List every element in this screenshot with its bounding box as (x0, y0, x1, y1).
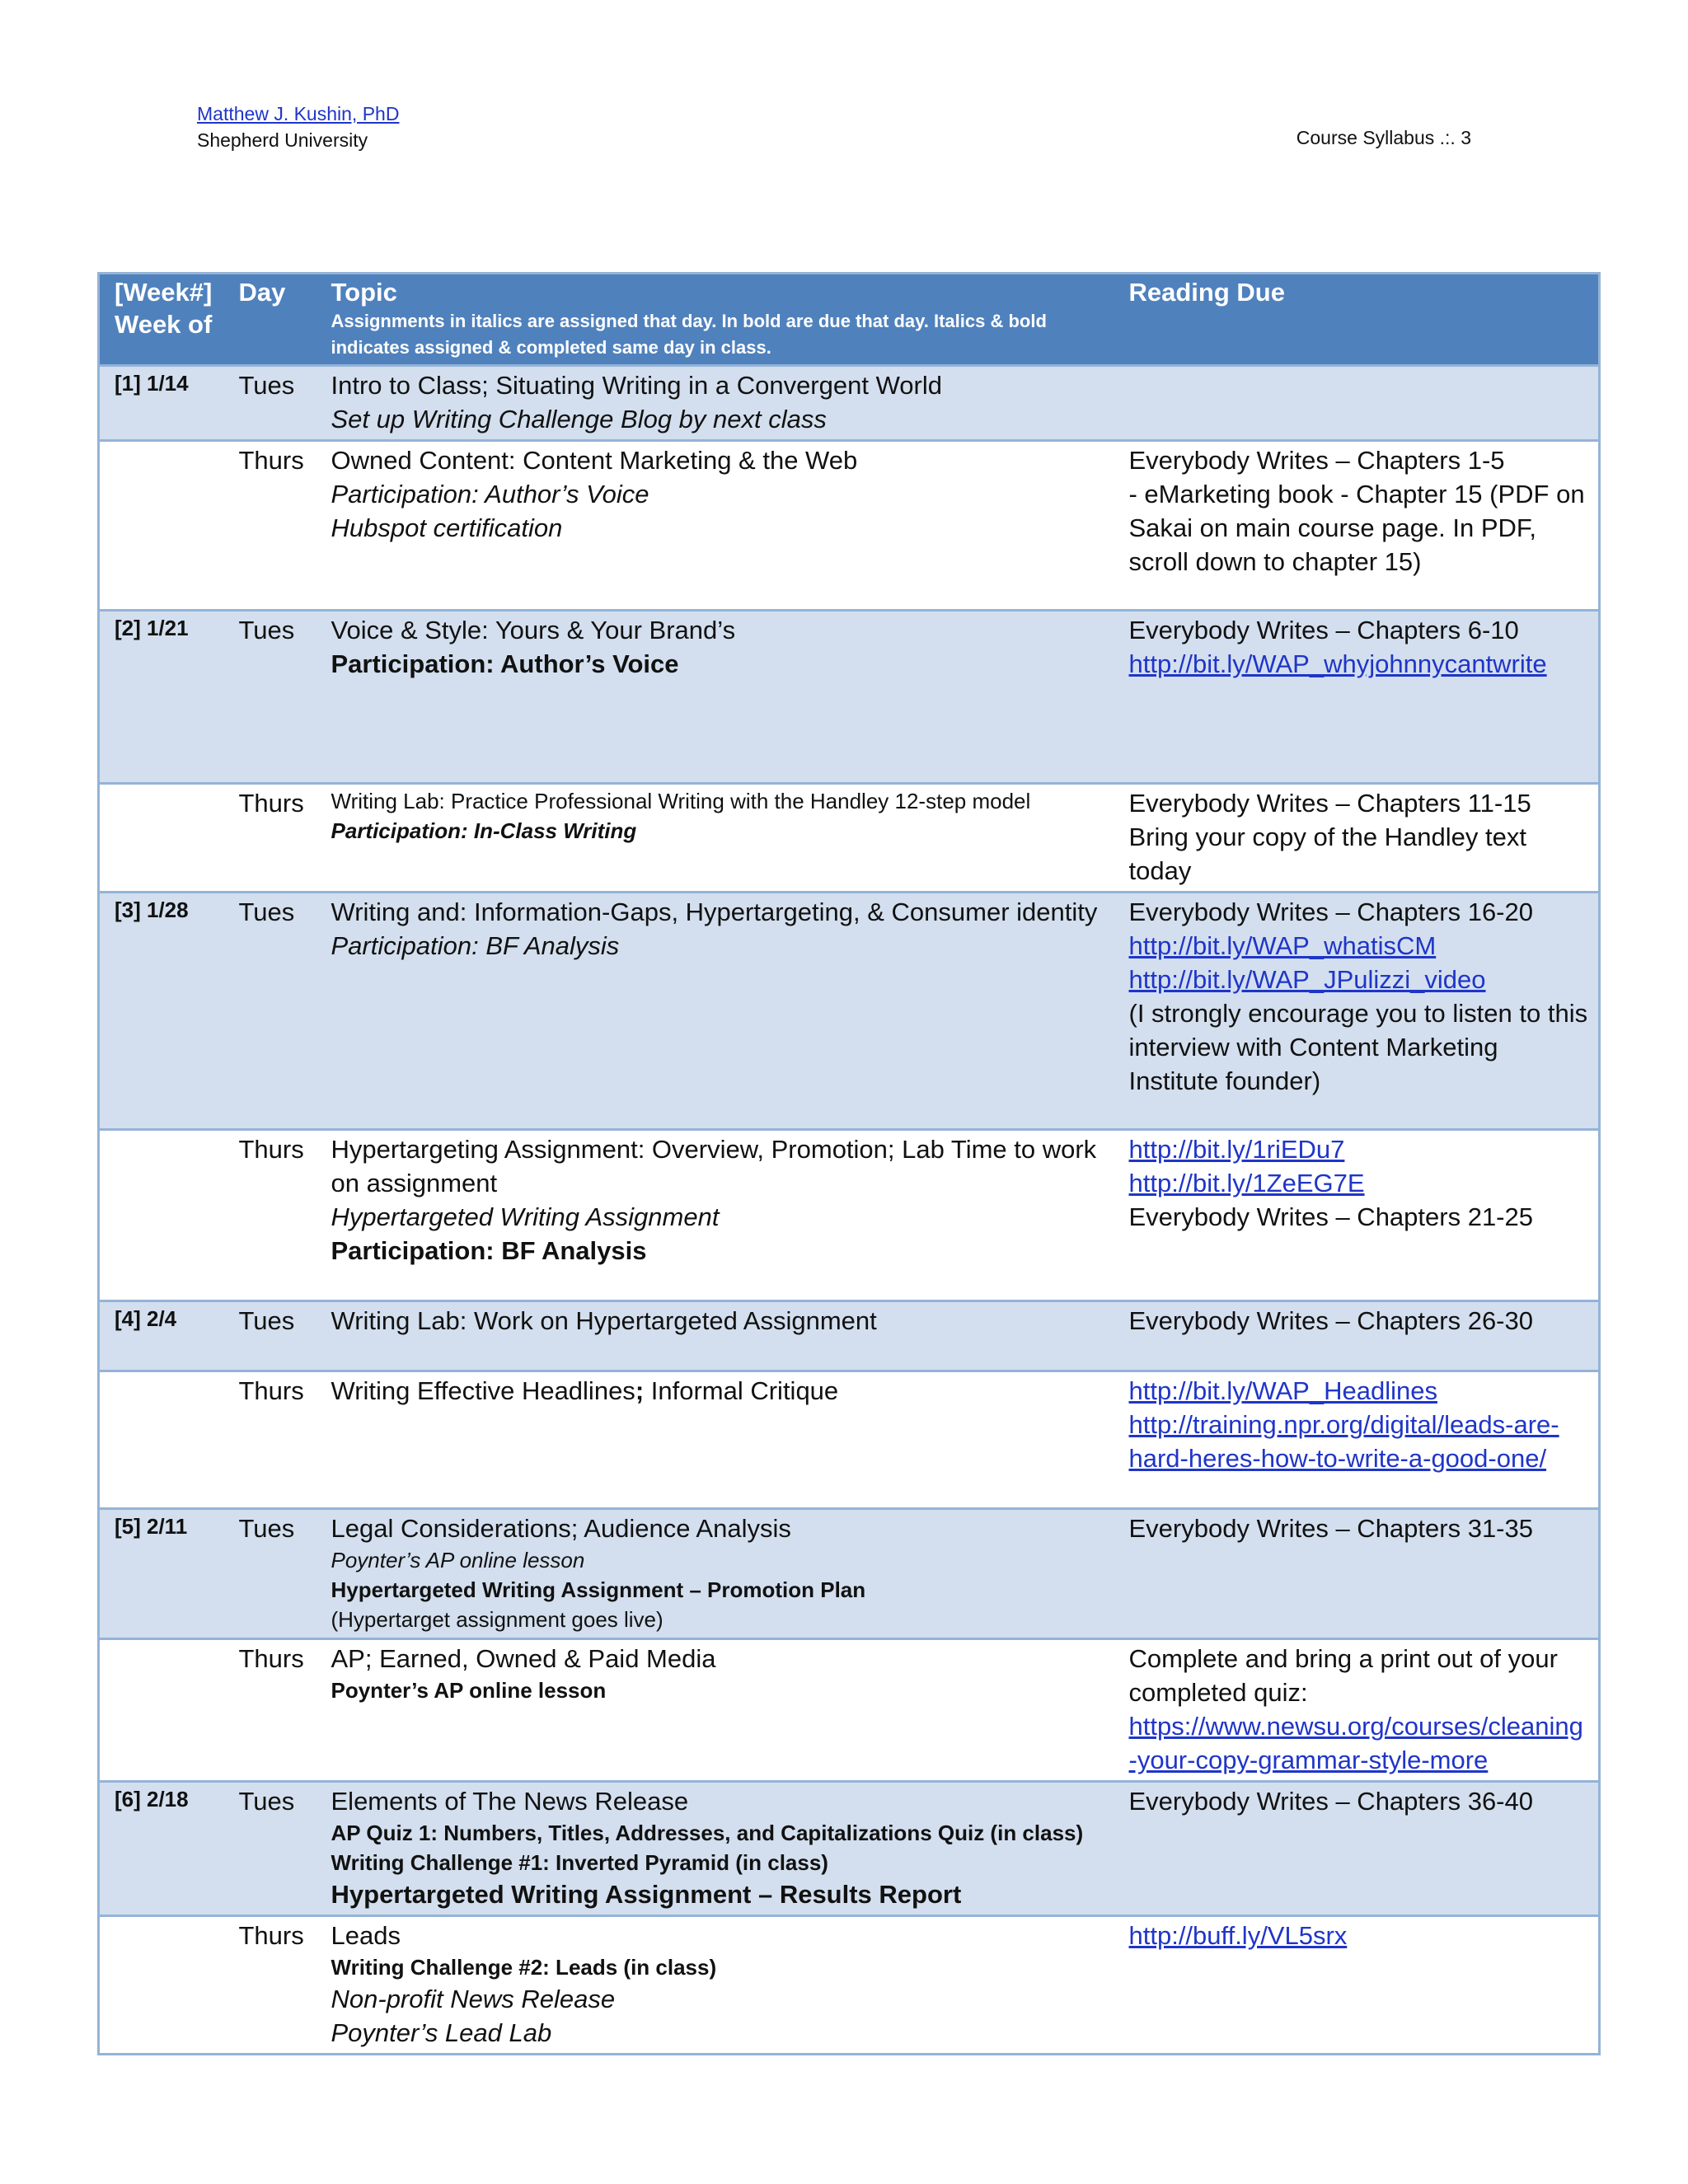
table-row (99, 1130, 1600, 1301)
week-cell (99, 1916, 224, 2055)
page-label: Course Syllabus .:. 3 (1296, 127, 1471, 148)
day-cell: Tues (224, 366, 316, 441)
day-cell: Tues (224, 1782, 316, 1916)
topic-cell: Legal Considerations; Audience Analysis Poynter’s AP online lesson Hypertargeted Writing Assignment – Promotion Plan (Hypertarget assignment goes live) (316, 1509, 1114, 1639)
reading-cell: Everybody Writes – Chapters 11-15 Bring your copy of the Handley text today (1114, 784, 1600, 893)
week-cell (99, 441, 224, 611)
reading-cell: Everybody Writes – Chapters 6-10 http://bit.ly/WAP_whyjohnnycantwrite (1114, 611, 1600, 784)
topic-cell: Owned Content: Content Marketing & the Web Participation: Author’s Voice Hubspot certification (316, 441, 1114, 611)
header-topic: Topic Assignments in italics are assigned that day. In bold are due that day. Italics & bold indicates assigned & completed same day in class. (316, 274, 1114, 366)
day-cell: Tues (224, 893, 316, 1130)
header-day: Day (224, 274, 316, 366)
table-row (99, 893, 1600, 1130)
header-reading: Reading Due (1114, 274, 1600, 366)
day-cell: Tues (224, 1301, 316, 1371)
day-cell: Thurs (224, 1916, 316, 2055)
table-row (99, 1782, 1600, 1916)
institution-name: Shepherd University (197, 129, 368, 151)
topic-cell: Writing Effective Headlines; Informal Critique (316, 1371, 1114, 1509)
topic-cell: Hypertargeting Assignment: Overview, Promotion; Lab Time to work on assignment Hypertargeted Writing Assignment Participation: BF Analysis (316, 1130, 1114, 1301)
reading-cell: Complete and bring a print out of your completed quiz: https://www.newsu.org/courses/cleaning-your-copy-grammar-style-more (1114, 1639, 1600, 1782)
topic-cell: Intro to Class; Situating Writing in a Convergent World Set up Writing Challenge Blog by next class (316, 366, 1114, 441)
day-cell: Tues (224, 1509, 316, 1639)
header-topic-note: Assignments in italics are assigned that day. In bold are due that day. Italics & bold indicates assigned & completed same day in class. (331, 311, 1047, 358)
week-cell: [3] 1/28 (99, 893, 224, 1130)
reading-cell (1114, 366, 1600, 441)
header-week: [Week#] Week of (99, 274, 224, 366)
week-cell (99, 1371, 224, 1509)
day-cell: Thurs (224, 1639, 316, 1782)
topic-cell: Writing and: Information-Gaps, Hypertargeting, & Consumer identity Participation: BF Analysis (316, 893, 1114, 1130)
table-header-row (99, 274, 1600, 366)
reading-cell: Everybody Writes – Chapters 36-40 (1114, 1782, 1600, 1916)
table-row (99, 1916, 1600, 2055)
day-cell: Thurs (224, 441, 316, 611)
reading-cell (1114, 1371, 1600, 1509)
topic-cell: Writing Lab: Practice Professional Writing with the Handley 12-step model Participation: In-Class Writing (316, 784, 1114, 893)
week-cell: [1] 1/14 (99, 366, 224, 441)
week-cell: [5] 2/11 (99, 1509, 224, 1639)
topic-cell: AP; Earned, Owned & Paid Media Poynter’s AP online lesson (316, 1639, 1114, 1782)
table-row (99, 1301, 1600, 1371)
topic-cell: Writing Lab: Work on Hypertargeted Assignment (316, 1301, 1114, 1371)
day-cell: Thurs (224, 1130, 316, 1301)
page-header-left (197, 101, 399, 153)
reading-cell: Everybody Writes – Chapters 31-35 (1114, 1509, 1600, 1639)
reading-cell (1114, 1916, 1600, 2055)
reading-link[interactable]: https://www.newsu.org/courses/cleaning-your-copy-grammar-style-more (1128, 1712, 1583, 1774)
reading-link[interactable]: http://bit.ly/WAP_whatisCM (1128, 931, 1437, 960)
reading-link[interactable]: http://training.npr.org/digital/leads-are-hard-heres-how-to-write-a-good-one/ (1128, 1410, 1559, 1473)
table-row (99, 611, 1600, 784)
week-cell: [4] 2/4 (99, 1301, 224, 1371)
table-row (99, 366, 1600, 441)
reading-link[interactable]: http://bit.ly/WAP_Headlines (1128, 1376, 1437, 1405)
table-row (99, 1509, 1600, 1639)
table-row (99, 1371, 1600, 1509)
author-link[interactable]: Matthew J. Kushin, PhD (197, 103, 400, 124)
week-cell (99, 1130, 224, 1301)
schedule-table (97, 272, 1601, 2055)
day-cell: Thurs (224, 1371, 316, 1509)
day-cell: Thurs (224, 784, 316, 893)
week-cell: [2] 1/21 (99, 611, 224, 784)
reading-cell: http://bit.ly/1riEDu7 http://bit.ly/1ZeEG7E Everybody Writes – Chapters 21-25 (1114, 1130, 1600, 1301)
week-cell (99, 784, 224, 893)
topic-cell: Voice & Style: Yours & Your Brand’s Participation: Author’s Voice (316, 611, 1114, 784)
reading-link[interactable]: http://buff.ly/VL5srx (1128, 1921, 1348, 1950)
table-row (99, 441, 1600, 611)
table-row (99, 784, 1600, 893)
week-cell: [6] 2/18 (99, 1782, 224, 1916)
topic-cell: Leads Writing Challenge #2: Leads (in class) Non-profit News Release Poynter’s Lead Lab (316, 1916, 1114, 2055)
day-cell: Tues (224, 611, 316, 784)
table-row (99, 1639, 1600, 1782)
week-cell (99, 1639, 224, 1782)
topic-cell: Elements of The News Release AP Quiz 1: Numbers, Titles, Addresses, and Capitalizations Quiz (in class) Writing Challenge #1: Inverted Pyramid (in class) Hypertargeted Writing Assignment – Results Report (316, 1782, 1114, 1916)
reading-link[interactable]: http://bit.ly/1riEDu7 (1128, 1135, 1345, 1164)
reading-cell: Everybody Writes – Chapters 16-20 http://bit.ly/WAP_whatisCM http://bit.ly/WAP_JPulizzi_video (I strongly encourage you to listen to this interview with Content Marketing Institute founder) (1114, 893, 1600, 1130)
reading-cell: Everybody Writes – Chapters 26-30 (1114, 1301, 1600, 1371)
reading-cell: Everybody Writes – Chapters 1-5 - eMarketing book - Chapter 15 (PDF on Sakai on main course page. In PDF, scroll down to chapter 15) (1114, 441, 1600, 611)
reading-link[interactable]: http://bit.ly/WAP_whyjohnnycantwrite (1128, 649, 1547, 678)
reading-link[interactable]: http://bit.ly/WAP_JPulizzi_video (1128, 965, 1486, 994)
reading-link[interactable]: http://bit.ly/1ZeEG7E (1128, 1169, 1365, 1197)
